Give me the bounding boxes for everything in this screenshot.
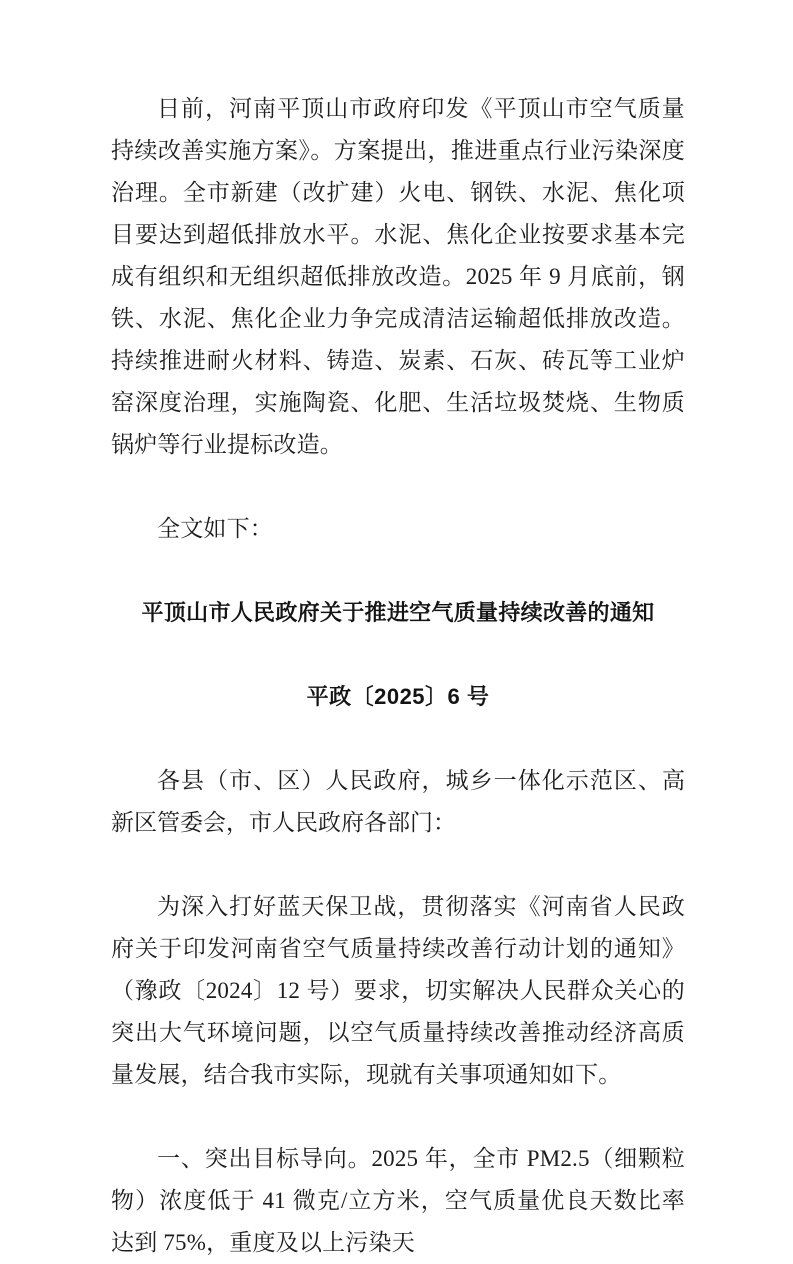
preamble-paragraph: 为深入打好蓝天保卫战，贯彻落实《河南省人民政府关于印发河南省空气质量持续改善行动计划的通知》（豫政〔2024〕12 号）要求，切实解决人民群众关心的突出大气环境问题，以空气质量持续改善推动经济高质量发展，结合我市实际，现就有关事项通知如下。 xyxy=(111,894,685,1087)
paragraph-spacer xyxy=(111,466,685,508)
document-body xyxy=(111,88,685,1264)
full-text-label: 全文如下： xyxy=(157,516,273,541)
section-one-paragraph: 一、突出目标导向。2025 年，全市 PM2.5（细颗粒物）浓度低于 41 微克/立方米，空气质量优良天数比率达到 75%，重度及以上污染天 xyxy=(111,1146,685,1255)
title-spacer xyxy=(111,550,685,592)
addressee-preamble-spacer xyxy=(111,844,685,886)
title-number-spacer xyxy=(111,634,685,676)
number-addressee-spacer xyxy=(111,718,685,760)
document-serial-number: 平政〔2025〕6 号 xyxy=(306,684,490,709)
addressee-line: 各县（市、区）人民政府，城乡一体化示范区、高新区管委会，市人民政府各部门： xyxy=(111,768,685,835)
preamble-section-spacer xyxy=(111,1096,685,1138)
lead-paragraph: 日前，河南平顶山市政府印发《平顶山市空气质量持续改善实施方案》。方案提出，推进重点行业污染深度治理。全市新建（改扩建）火电、钢铁、水泥、焦化项目要达到超低排放水平。水泥、焦化企业按要求基本完成有组织和无组织超低排放改造。2025 年 9 月底前，钢铁、水泥、焦化企业力争完成清洁运输超低排放改造。持续推进耐火材料、铸造、炭素、石灰、砖瓦等工业炉窑深度治理，实施陶瓷、化肥、生活垃圾焚烧、生物质锅炉等行业提标改造。 xyxy=(111,96,685,457)
page-title: 平顶山市人民政府关于推进空气质量持续改善的通知 xyxy=(141,600,655,625)
